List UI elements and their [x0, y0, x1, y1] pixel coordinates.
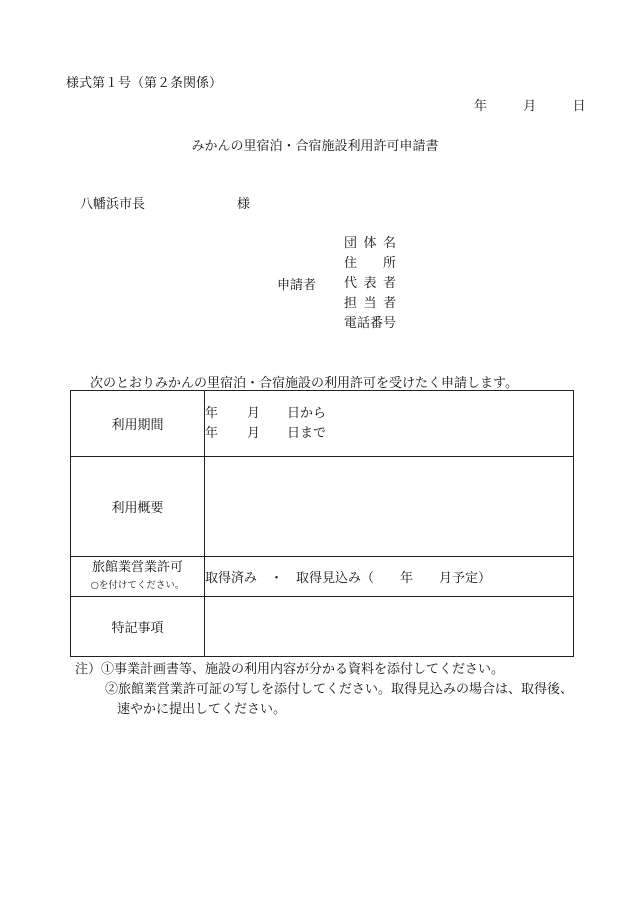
addressee: [80, 193, 251, 212]
note-line: 速やかに提出してください。: [117, 702, 287, 717]
applicant-fields: [344, 234, 396, 334]
period-from-year: 年: [205, 405, 219, 421]
date-year: 年: [474, 99, 488, 114]
overview-label: 利用概要: [71, 457, 205, 557]
form-number: 様式第１号（第２条関係）: [66, 76, 223, 91]
field-representative: 代表者: [344, 276, 396, 291]
special-label: 特記事項: [71, 597, 205, 657]
date-line: [474, 95, 586, 114]
applicant-label: 申請者: [277, 278, 317, 293]
date-month: 月: [523, 99, 537, 114]
date-day: 日: [572, 99, 586, 114]
permit-note: ○を付けてください。: [90, 579, 185, 591]
overview-value[interactable]: [205, 457, 574, 557]
addressee-honorific: 様: [237, 197, 251, 212]
table-row: [71, 391, 574, 457]
table-row: [71, 457, 574, 557]
intro-text: 次のとおりみかんの里宿泊・合宿施設の利用許可を受けたく申請します。: [90, 376, 518, 391]
period-value[interactable]: [205, 391, 574, 457]
table-row: [71, 557, 574, 597]
table-row: [71, 597, 574, 657]
special-value[interactable]: [205, 597, 574, 657]
field-phone: 電話番号: [344, 316, 397, 331]
document-title: みかんの里宿泊・合宿施設利用許可申請書: [191, 139, 439, 154]
period-from-day: 日から: [287, 405, 327, 421]
field-group-name: 団体名: [344, 236, 396, 251]
permit-value[interactable]: 取得済み ・ 取得見込み（ 年 月予定）: [205, 557, 574, 597]
period-to-year: 年: [205, 425, 219, 441]
field-contact-person: 担当者: [344, 296, 396, 311]
period-from-month: 月: [247, 405, 261, 421]
application-table: [70, 390, 574, 657]
note-line: ②旅館業営業許可証の写しを添付してください。取得見込みの場合は、取得後、: [105, 682, 574, 697]
field-address: 住所: [344, 256, 396, 271]
permit-label-cell: [71, 557, 205, 597]
permit-label: 旅館業営業許可: [91, 559, 183, 575]
notes: [75, 660, 573, 720]
period-to-month: 月: [247, 425, 261, 441]
period-to-day: 日まで: [287, 425, 327, 441]
note-line: 注）①事業計画書等、施設の利用内容が分かる資料を添付してください。: [75, 662, 505, 677]
addressee-name: 八幡浜市長: [80, 197, 146, 212]
period-label: 利用期間: [71, 391, 205, 457]
